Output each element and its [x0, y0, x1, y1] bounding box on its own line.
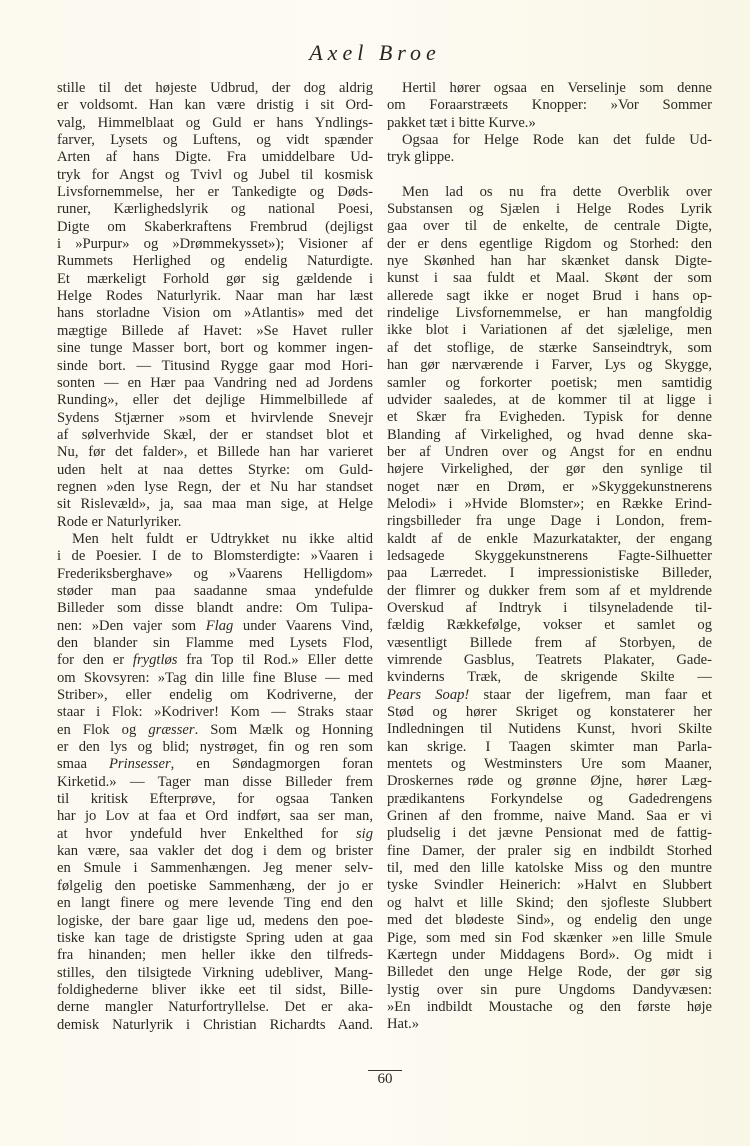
text-line: smaa Prinsesser, en Søndagmorgen foran [57, 756, 373, 773]
text-line: er den lys og blid; nystrøget, fin og ren som [57, 739, 373, 756]
text-line: Rode er Naturlyriker. [57, 513, 182, 530]
text-line: fra hinanden; men heller ikke den tilfreds- [57, 947, 373, 964]
text-line: sinde bort. — Titusind Rygge gaar mod Hori- [57, 357, 373, 374]
text-line: Billeder som disse blandt andre: Om Tulipa- [57, 600, 373, 617]
text-line: Billedet den unge Helge Rode, der gør sig [387, 964, 712, 981]
text-line: støder man paa saadanne smaa yndefulde [57, 582, 373, 599]
text-line: noget nær en Drøm, er »Skyggekunstnerens [387, 478, 712, 495]
text-line: tiske kan tage de dristigste Spring uden at gaa [57, 929, 373, 946]
text-line: hans storladne Vision om »Atlantis» med det [57, 305, 373, 322]
text-line: runer, Kærlighedslyrik og national Poesi, [57, 201, 373, 218]
text-line: staar i Flok: »Kodriver! Kom — Straks staar [57, 704, 373, 721]
text-line: Frederiksberghave» og »Vaarens Helligdom» [57, 565, 373, 582]
text-line: en Flok og græsser. Som Mælk og Honning [57, 721, 373, 738]
text-line: Men lad os nu fra dette Overblik over [402, 183, 712, 200]
text-line: Men helt fuldt er Udtrykket nu ikke altid [72, 530, 373, 547]
text-line: ringsbilleder fra unge Dage i London, frem- [387, 513, 712, 530]
text-line: pakket tæt i bitte Kurve.» [387, 114, 536, 131]
text-line: fine Damer, der praler sig en indbildt Storhed [387, 842, 712, 859]
text-line: tryk for Angst og Tvivl og Jubel til kosmisk [57, 166, 373, 183]
text-line: af det stoflige, de stærke Sanseindtryk, som [387, 339, 712, 356]
text-line: kunst i saa fuldt et Maal. Skønt der som [387, 270, 712, 287]
text-line: paa Lærredet. I impressionistiske Billeder, [387, 565, 712, 582]
text-line: stille til det højeste Udbrud, der dog aldrig [57, 80, 373, 96]
text-line: Grinen af den fromme, naive Mand. Saa er vi [387, 808, 712, 825]
text-line: har jo Lov at faa et Ord indført, saa ser man, [57, 808, 373, 825]
text-line: Digte om Skaberkraftens Frembrud (dejligst [57, 218, 373, 235]
text-line: allerede sagt ikke er noget Brud i hans op- [387, 287, 712, 304]
italic-emphasis: sig [355, 825, 373, 842]
text-line: »En indbildt Moustache og den første høje [387, 998, 712, 1015]
text-line: med det blødeste Sind», og endelig den unge [387, 912, 712, 929]
text-line: kaldt af de enkle Mazurkatakter, der engang [387, 530, 712, 547]
text-line: sine tunge Masser bort, bort og kommer ingen- [57, 340, 373, 357]
text-line: demisk Naturlyrik i Christian Richardts Aand. [57, 1016, 373, 1033]
text-line: tryk glippe. [387, 149, 455, 166]
text-line: han gør nærværende i Farver, Lys og Skygge, [387, 357, 712, 374]
text-line: mentets og Westminsters Ure som Maaner, [387, 756, 712, 773]
text-line: tyske Svindler Heinerich: »Halvt en Slubbert [387, 877, 712, 894]
text-line: en langt finere og mere levende Ting end den [57, 895, 373, 912]
text-line: et Skær fra Evigheden. Typisk for denne [387, 409, 712, 426]
text-line: om Foraarstræets Knopper: »Vor Sommer [387, 97, 712, 114]
text-line: kvinderns Træk, de skrigende Skilte — [387, 669, 712, 686]
text-line: stilles, den tilsigtede Virkning udebliver, Mang- [57, 964, 373, 981]
text-line: til kritisk Efterprøve, for ogsaa Tanken [57, 791, 373, 808]
text-line: pludselig i det jævne Pensionat med de fattig- [387, 825, 712, 842]
text-line: gaa over til de enkelte, de centrale Digte, [387, 218, 712, 235]
italic-emphasis: græsser [148, 721, 195, 738]
text-line: Arten af hans Digte. Fra umiddelbare Ud- [57, 149, 373, 166]
text-line: til, med den lille katolske Miss og den muntre [387, 860, 712, 877]
text-line: Livsfornemmelse, her er Tankedigte og Døds- [57, 184, 373, 201]
text-line: om Skovsyren: »Tag din lille fine Bluse — med [57, 669, 373, 686]
text-line: der er dens egentlige Rigdom og Storhed: den [387, 235, 712, 252]
text-line: rindelige Livsfornemmelse, er han mangfoldig [387, 305, 712, 322]
text-line: Pige, som med sin Fod skænker »en lille Smule [387, 929, 712, 946]
text-line: en Smule i Sammenhængen. Jeg mener selv- [57, 860, 373, 877]
text-line: ikke blot i Variationen af det sjælelige, men [387, 322, 712, 339]
italic-emphasis: Prinsesser [109, 756, 171, 773]
text-line: Striber», eller endelig om Kodriverne, der [57, 687, 373, 704]
text-line: i de Poesier. I de to Blomsterdigte: »Vaaren i [57, 548, 373, 565]
text-line: fældig Rækkefølge, vokser et samlet og [387, 617, 712, 634]
text-line: i »Purpur» og »Drømmekysset»); Visioner af [57, 236, 373, 253]
text-line: Blanding af Virkelighed, og hvad denne ska- [387, 426, 712, 443]
text-line: nye Skønhed han har skænket dansk Digte- [387, 253, 712, 270]
text-line: Runding», eller det dejlige Himmelbillede af [57, 392, 373, 409]
italic-emphasis: Pears Soap! [387, 686, 470, 703]
text-line: Hat.» [387, 1016, 420, 1033]
text-line: Substansen og Sjælen i Helge Rodes Lyrik [387, 201, 712, 218]
text-line: regnen »den lyse Regn, der et Nu har standset [57, 478, 373, 495]
text-line: farver, Lysets og Luftens, og vidt spænder [57, 132, 373, 149]
text-line: sit Rislevæld», ja, saa maa man sige, at Helge [57, 496, 373, 513]
text-line: væsentligt Billede frem af Storbyen, de [387, 634, 712, 651]
text-line: lystig over sin pure Ungdoms Dandyvæsen: [387, 981, 712, 998]
text-line: sonten — en Hær paa Vandring ned ad Jordens [57, 374, 373, 391]
text-line: Pears Soap! staar der ligefrem, man faar et [387, 686, 712, 703]
text-line: ber af Undren over og Angst for en endnu [387, 443, 712, 460]
text-line: der flimrer og dukker frem som af et myldrende [387, 582, 712, 599]
text-line: kan skrige. I Taagen skimter man Parla- [387, 738, 712, 755]
text-line: samler og forkorter poetisk; men samtidig [387, 374, 712, 391]
running-head: Axel Broe [309, 40, 441, 65]
text-line: Helge Rodes Naturlyrik. Naar man har læst [57, 288, 373, 305]
text-line: Et mærkeligt Forhold gør sig gældende i [57, 270, 373, 287]
left-column [57, 80, 373, 1034]
text-line: følgelig den poetiske Sammenhæng, der jo er [57, 877, 373, 894]
text-line: derne mangler Naturfortryllelse. Det er aka- [57, 999, 373, 1016]
text-line: foldighederne bliver ikke eet til sidst, Bille- [57, 981, 373, 998]
text-line: Sydens Stjærner »som et hvirvlende Snevejr [57, 409, 373, 426]
text-line: er voldsomt. Han kan være dristig i sit Ord- [57, 97, 373, 114]
text-line: prædikantens Forkyndelse og Gadedrengens [387, 790, 712, 807]
text-line: vimrende Gasblus, Teatrets Plakater, Gade- [387, 652, 712, 668]
right-column [387, 80, 712, 1034]
text-line: ledsagede Skyggekunstnerens Fagte-Silhuetter [387, 547, 712, 564]
text-line: Hertil hører ogsaa en Verselinje som denne [402, 80, 712, 96]
text-line: af sølverhvide Skæl, der er standset blot et [57, 426, 373, 443]
italic-emphasis: Flag [205, 617, 234, 634]
text-line: nen: »Den vajer som Flag under Vaarens Vind, [57, 617, 374, 634]
text-line: højere Virkelighed, der gør den synlige til [387, 461, 712, 478]
text-line: valg, Himmelblaat og Guld er hans Yndlings- [57, 114, 373, 131]
text-line: Ogsaa for Helge Rode kan det fulde Ud- [402, 132, 712, 149]
text-line: for den er frygtløs fra Top til Rod.» Eller dette [57, 652, 373, 669]
text-line: Kirketid.» — Tager man disse Billeder frem [57, 773, 373, 790]
text-line: Indledningen til Nutidens Kunst, hvori Skilte [387, 721, 712, 738]
text-line: mægtige Billede af Havet: »Se Havet ruller [57, 322, 373, 339]
text-line: Melodi» i »Hvide Blomster»; en Række Erind- [387, 495, 712, 512]
text-line: kan være, saa vakler det dog i dem og brister [57, 843, 373, 860]
text-line: at hvor yndefuld hver Enkelthed for sig [57, 825, 373, 842]
text-line: Overskud af Indtryk i tilsyneladende til- [387, 599, 712, 616]
text-line: og halvt et lille Skind; den sjofleste Slubbert [387, 894, 712, 911]
italic-emphasis: frygtløs [132, 652, 178, 669]
text-line: Nu, før det falder», et Billede han har varieret [57, 444, 373, 461]
text-line: Kærtegn under Middagens Bord». Og midt i [387, 946, 712, 963]
page-number: 60 [377, 1071, 393, 1087]
text-line: Rummets Herlighed og endelig Naturdigte. [57, 253, 373, 270]
paragraph-gap [387, 167, 712, 184]
text-line: Stød og hører Skriget og konstaterer her [387, 704, 712, 721]
text-line: Droskernes røde og grønne Øjne, hører Læg- [387, 773, 712, 790]
text-line: uden helt at naa dettes Styrke: om Guld- [57, 461, 373, 478]
text-line: logiske, der bare gaar lige ud, medens den poe- [57, 912, 373, 929]
text-line: udvider saaledes, at de kommer til at ligge i [387, 391, 712, 408]
text-line: den blander sin Flamme med Lysets Flod, [57, 635, 373, 651]
